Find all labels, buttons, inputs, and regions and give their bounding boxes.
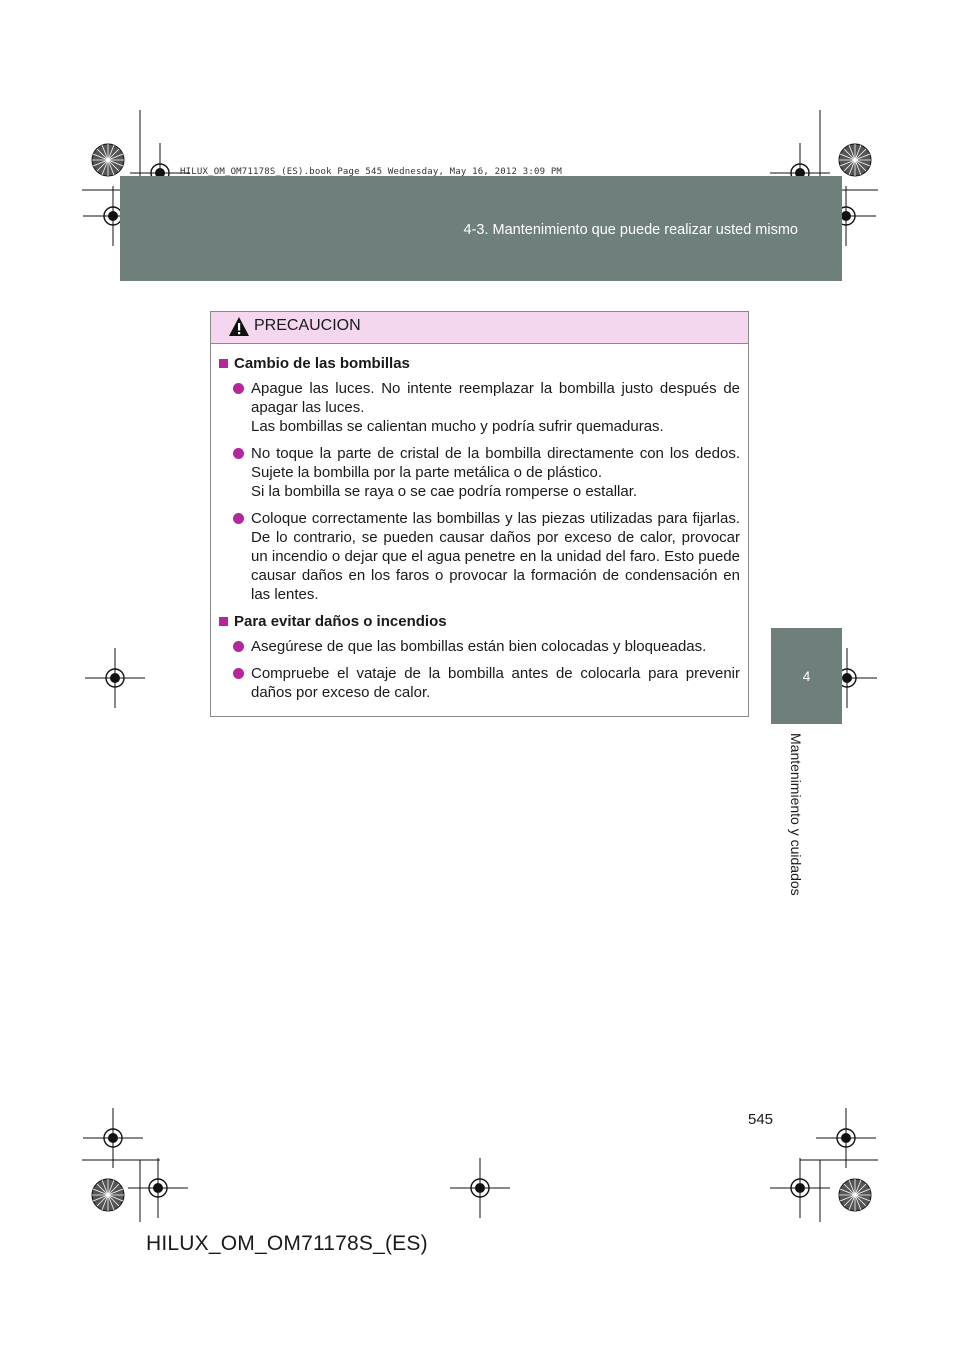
caution-box <box>210 311 749 717</box>
list-item: Asegúrese de que las bombillas están bien colocadas y bloqueadas. <box>233 637 740 656</box>
list-item: Apague las luces. No intente reemplazar la bombilla justo después de apagar las luces. Las bombillas se calientan mucho y podría sufrir quemaduras. <box>233 379 740 436</box>
warning-triangle-icon <box>228 316 250 338</box>
dot-bullet-icon <box>233 383 244 394</box>
dot-bullet-icon <box>233 641 244 652</box>
list-item: Coloque correctamente las bombillas y las piezas utilizadas para fijarlas. De lo contrario, se pueden causar daños por exceso de calor, provocar un incendio o dejar que el agua penetre en la unidad del faro. Esto puede causar daños en los faros o provocar la formación de condensación en las lentes. <box>233 509 740 604</box>
chapter-tab <box>771 628 842 724</box>
section-heading: Cambio de las bombillas <box>219 354 740 373</box>
caution-body <box>211 344 748 702</box>
dot-bullet-icon <box>233 448 244 459</box>
section-title: 4-3. Mantenimiento que puede realizar usted mismo <box>463 222 798 238</box>
section-heading: Para evitar daños o incendios <box>219 612 740 631</box>
page-number: 545 <box>748 1111 774 1128</box>
list-item: Compruebe el vataje de la bombilla antes de colocarla para prevenir daños por exceso de calor. <box>233 664 740 702</box>
list-item: No toque la parte de cristal de la bombilla directamente con los dedos. Sujete la bombilla por la parte metálica o de plástico. Si la bombilla se raya o se cae podría romperse o estallar. <box>233 444 740 501</box>
chapter-label: Mantenimiento y cuidados <box>788 733 804 896</box>
dot-bullet-icon <box>233 513 244 524</box>
print-slug: HILUX_OM_OM71178S_(ES).book Page 545 Wednesday, May 16, 2012 3:09 PM <box>180 167 563 177</box>
caution-title: PRECAUCION <box>254 317 361 334</box>
caution-header <box>211 312 748 344</box>
footer-doc-code: HILUX_OM_OM71178S_(ES) <box>146 1232 428 1255</box>
square-bullet-icon <box>219 359 228 368</box>
square-bullet-icon <box>219 617 228 626</box>
dot-bullet-icon <box>233 668 244 679</box>
chapter-number: 4 <box>802 668 811 684</box>
chapter-label-wrap <box>786 733 806 903</box>
